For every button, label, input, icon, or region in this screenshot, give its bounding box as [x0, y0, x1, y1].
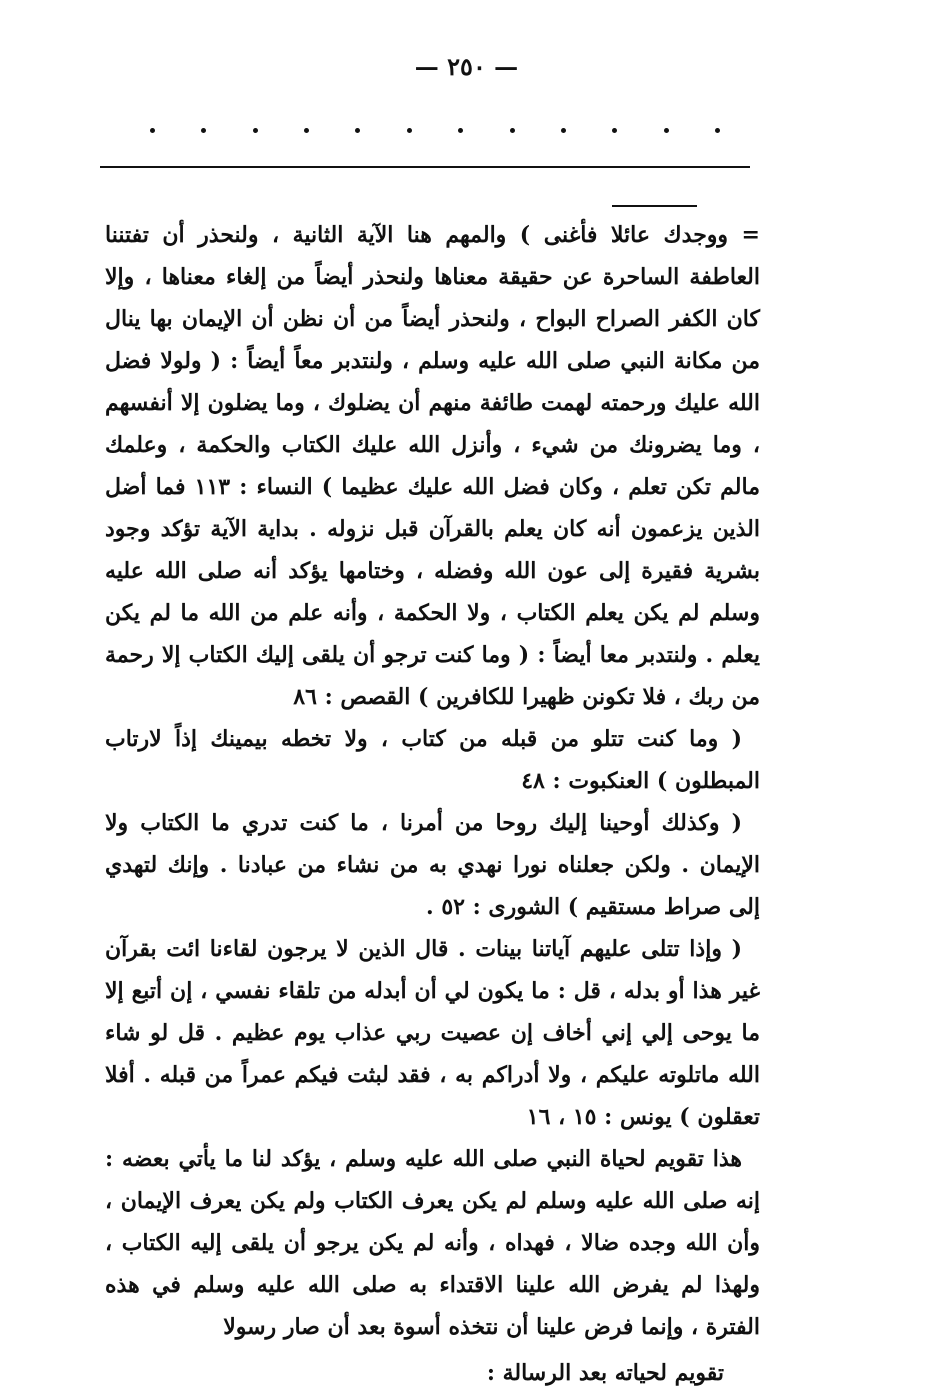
paragraph-continuation: = ووجدك عائلا فأغنى ) والمهم هنا الآية الثانية ، ولنحذر أن تفتننا العاطفة الساحرة عن حقيقة معناها ولنحذر أيضاً من إلغاء معناها ، وإلا كان الكفر الصراح البواح ، ولنحذر أيضاً من أن نظن أن الإيمان بها ينال من مكانة النبي صلى الله عليه وسلم ، ولنتدبر معاً أيضاً : ( ولولا فضل الله عليك ورحمته لهمت طائفة منهم أن يضلوك ، وما يضلون إلا أنفسهم ، وما يضرونك من شيء ، وأنزل الله عليك الكتاب والحكمة ، وعلمك مالم تكن تعلم ، وكان فضل الله عليك عظيما ) النساء : ١١٣ فما أضل الذين يزعمون أنه كان يعلم بالقرآن قبل نزوله . بداية الآية تؤكد وجود بشرية فقيرة إلى عون الله وفضله ، وختامها يؤكد أنه صلى الله عليه وسلم لم يكن يعلم الكتاب ، ولا الحكمة ، وأنه علم من الله ما لم يكن يعلم . ولنتدبر معا أيضاً : ( وما كنت ترجو أن يلقى إليك الكتاب إلا رحمة من ربك ، فلا تكونن ظهيرا للكافرين ) القصص : ٨٦	[105, 222, 760, 710]
dot	[150, 128, 155, 133]
dot	[664, 128, 669, 133]
footnote-body	[105, 214, 760, 1394]
page-number: — ٢٥٠ —	[414, 52, 519, 81]
dot	[612, 128, 617, 133]
footnote-short-rule	[612, 205, 697, 207]
dot	[715, 128, 720, 133]
ornamental-dots	[150, 128, 720, 133]
dot	[304, 128, 309, 133]
dot	[355, 128, 360, 133]
dot	[561, 128, 566, 133]
paragraph-quote-ankabut: ( وما كنت تتلو من قبله من كتاب ، ولا تخطه بيمينك إذاً لارتاب المبطلون ) العنكبوت : ٤٨	[105, 726, 760, 794]
dot	[253, 128, 258, 133]
section-heading: تقويم لحياته بعد الرسالة :	[486, 1360, 724, 1386]
paragraph-quote-yunus: ( وإذا تتلى عليهم آياتنا بينات . قال الذين لا يرجون لقاءنا ائت بقرآن غير هذا أو بدله ، قل : ما يكون لي أن أبدله من تلقاء نفسي ، إن أتبع إلا ما يوحى إلي إني أخاف إن عصيت ربي عذاب يوم عظيم . قل لو شاء الله ماتلوته عليكم ، ولا أدراكم به ، فقد لبثت فيكم عمراً من قبله . أفلا تعقلون ) يونس : ١٥ ، ١٦	[105, 936, 760, 1130]
dot	[407, 128, 412, 133]
dot	[458, 128, 463, 133]
dot	[201, 128, 206, 133]
paragraph-quote-shura: ( وكذلك أوحينا إليك روحا من أمرنا ، ما كنت تدري ما الكتاب ولا الإيمان . ولكن جعلناه نورا نهدي به من نشاء من عبادنا . وإنك لتهدي إلى صراط مستقيم ) الشورى : ٥٢ .	[105, 810, 760, 920]
footnote-separator-rule	[100, 166, 750, 168]
dot	[510, 128, 515, 133]
paragraph-assessment: هذا تقويم لحياة النبي صلى الله عليه وسلم ، يؤكد لنا ما يأتي بعضه : إنه صلى الله عليه وسلم لم يكن يعرف الكتاب ولم يكن يعرف الإيمان ، وأن الله وجده ضالا ، فهداه ، وأنه لم يكن يرجو أن يلقى إليه الكتاب ، ولهذا لم يفرض الله علينا الاقتداء به صلى الله عليه وسلم في هذه الفترة ، وإنما فرض علينا أن نتخذه أسوة بعد أن صار رسولا	[105, 1146, 760, 1340]
